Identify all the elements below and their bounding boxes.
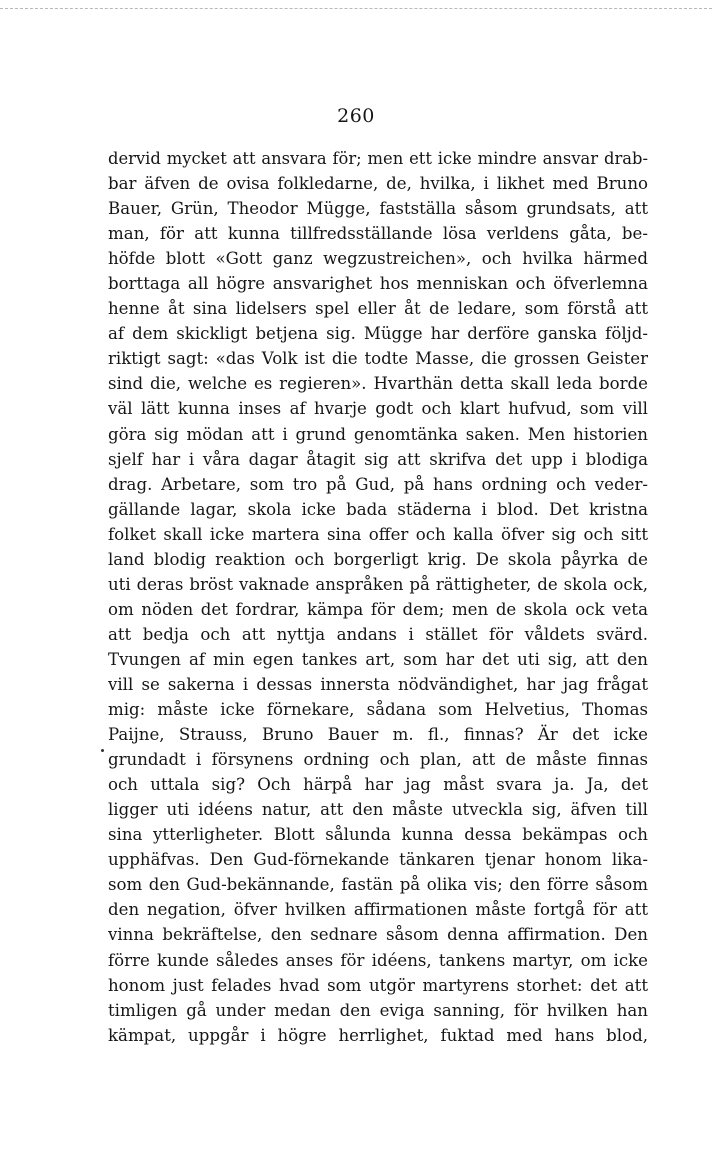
text-line: land blodig reaktion och borgerligt krig. De skola påyrka de (108, 549, 648, 569)
text-line: att bedja och att nyttja andans i stället för våldets svärd. (108, 624, 648, 644)
text-line: folket skall icke martera sina offer och kalla öfver sig och sitt (108, 524, 648, 544)
text-line: kämpat, uppgår i högre herrlighet, fuktad med hans blod, (108, 1025, 648, 1045)
text-line: som den Gud-bekännande, fastän på olika vis; den förre såsom (108, 875, 648, 895)
text-line: och uttala sig? Och härpå har jag måst svara ja. Ja, det (108, 775, 648, 795)
text-line: vill se sakerna i dessas innersta nödvändighet, har jag frågat (108, 674, 648, 694)
text-line: Paijne, Strauss, Bruno Bauer m. fl., finnas? Är det icke (108, 725, 648, 745)
text-line: gällande lagar, skola icke bada städerna i blod. Det kristna (108, 499, 648, 519)
text-line: drag. Arbetare, som tro på Gud, på hans ordning och veder- (108, 474, 648, 494)
text-line: förre kunde således anses för idéens, tankens martyr, om icke (108, 950, 648, 970)
text-line: dervid mycket att ansvara för; men ett icke mindre ansvar drab- (108, 149, 648, 168)
text-line: henne åt sina lidelsers spel eller åt de ledare, som förstå att (108, 299, 648, 319)
text-line: sjelf har i våra dagar åtagit sig att skrifva det upp i blodiga (108, 449, 648, 469)
text-line: grundadt i försynens ordning och plan, att de måste finnas (108, 750, 648, 770)
text-line: vinna bekräftelse, den sednare såsom denna affirmation. Den (108, 925, 648, 945)
text-line: uti deras bröst vaknade anspråken på rättigheter, de skola ock, (108, 574, 648, 594)
margin-mark (101, 749, 104, 752)
text-line: den negation, öfver hvilken affirmationen måste fortgå för att (108, 900, 648, 920)
text-line: om nöden det fordrar, kämpa för dem; men de skola ock veta (108, 599, 648, 619)
text-line: sina ytterligheter. Blott sålunda kunna dessa bekämpas och (108, 825, 648, 845)
text-line: väl lätt kunna inses af hvarje godt och klart hufvud, som vill (108, 399, 648, 419)
text-line: ligger uti idéens natur, att den måste utveckla sig, äfven till (108, 800, 648, 820)
text-line: sind die, welche es regieren». Hvarthän detta skall leda borde (108, 374, 648, 394)
text-line: mig: måste icke förnekare, sådana som Helvetius, Thomas (108, 700, 648, 720)
text-line: man, för att kunna tillfredsställande lösa verldens gåta, be- (108, 224, 648, 244)
text-line: bar äfven de ovisa folkledarne, de, hvilka, i likhet med Bruno (108, 174, 648, 194)
page-number: 260 (337, 105, 375, 127)
text-line: Bauer, Grün, Theodor Mügge, fastställa såsom grundsats, att (108, 199, 648, 219)
text-line: honom just felades hvad som utgör martyrens storhet: det att (108, 975, 648, 995)
text-line: borttaga all högre ansvarighet hos menniskan och öfverlemna (108, 274, 648, 294)
text-line: af dem skickligt betjena sig. Mügge har derföre ganska följd- (108, 324, 648, 344)
text-line: höfde blott «Gott ganz wegzustreichen», och hvilka härmed (108, 249, 648, 269)
text-line: Tvungen af min egen tankes art, som har det uti sig, att den (108, 649, 648, 669)
body-text (108, 146, 648, 1048)
text-line: timligen gå under medan den eviga sanning, för hvilken han (108, 1000, 648, 1020)
top-edge-rule (0, 8, 712, 9)
text-line: riktigt sagt: «das Volk ist die todte Masse, die grossen Geister (108, 349, 648, 369)
text-line: upphäfvas. Den Gud-förnekande tänkaren tjenar honom lika- (108, 850, 648, 870)
text-line: göra sig mödan att i grund genomtänka saken. Men historien (108, 424, 648, 444)
